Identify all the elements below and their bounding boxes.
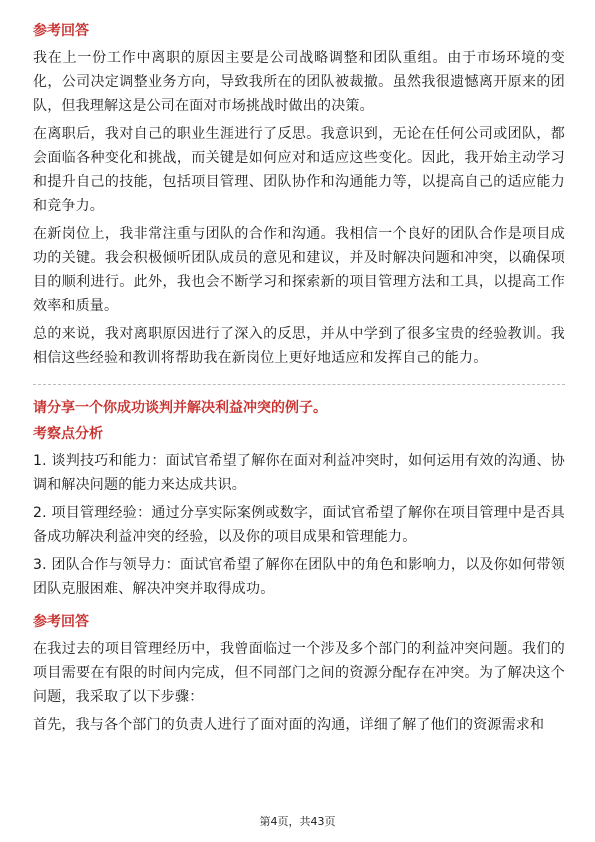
question-title: 请分享一个你成功谈判并解决利益冲突的例子。 (33, 400, 327, 416)
analysis-point: 2. 项目管理经验：通过分享实际案例或数字，面试官希望了解你在项目管理中是否具备成功解决利益冲突的经验，以及你的项目成果和管理能力。 (33, 505, 565, 545)
section-heading-reference-answer: 参考回答 (33, 23, 89, 39)
paragraph: 在新岗位上，我非常注重与团队的合作和沟通。我相信一个良好的团队合作是项目成功的关键。我会积极倾听团队成员的意见和建议，并及时解决问题和冲突，以确保项目的顺利进行。此外，我也会不断学习和探索新的项目管理方法和工具，以提高工作效率和质量。 (33, 226, 565, 314)
document-page (33, 20, 565, 741)
analysis-point: 1. 谈判技巧和能力：面试官希望了解你在面对利益冲突时，如何运用有效的沟通、协调和解决问题的能力来达成共识。 (33, 453, 565, 493)
paragraph: 首先，我与各个部门的负责人进行了面对面的沟通，详细了解了他们的资源需求和 (33, 717, 545, 733)
page-footer: 第4页，共43页 (259, 815, 336, 828)
section-divider (33, 384, 565, 385)
paragraph: 我在上一份工作中离职的原因主要是公司战略调整和团队重组。由于市场环境的变化，公司决定调整业务方向，导致我所在的团队被裁撤。虽然我很遗憾离开原来的团队，但我理解这是公司在面对市场挑战时做出的决策。 (33, 50, 565, 114)
paragraph: 在我过去的项目管理经历中，我曾面临过一个涉及多个部门的利益冲突问题。我们的项目需要在有限的时间内完成，但不同部门之间的资源分配存在冲突。为了解决这个问题，我采取了以下步骤： (33, 641, 565, 705)
section-heading-reference-answer: 参考回答 (33, 614, 89, 630)
paragraph: 在离职后，我对自己的职业生涯进行了反思。我意识到，无论在任何公司或团队，都会面临各种变化和挑战，而关键是如何应对和适应这些变化。因此，我开始主动学习和提升自己的技能，包括项目管理、团队协作和沟通能力等，以提高自己的适应能力和竞争力。 (33, 126, 565, 214)
analysis-point: 3. 团队合作与领导力：面试官希望了解你在团队中的角色和影响力，以及你如何带领团队克服困难、解决冲突并取得成功。 (33, 557, 565, 597)
section-heading-analysis: 考察点分析 (33, 426, 103, 442)
paragraph: 总的来说，我对离职原因进行了深入的反思，并从中学到了很多宝贵的经验教训。我相信这些经验和教训将帮助我在新岗位上更好地适应和发挥自己的能力。 (33, 326, 565, 366)
